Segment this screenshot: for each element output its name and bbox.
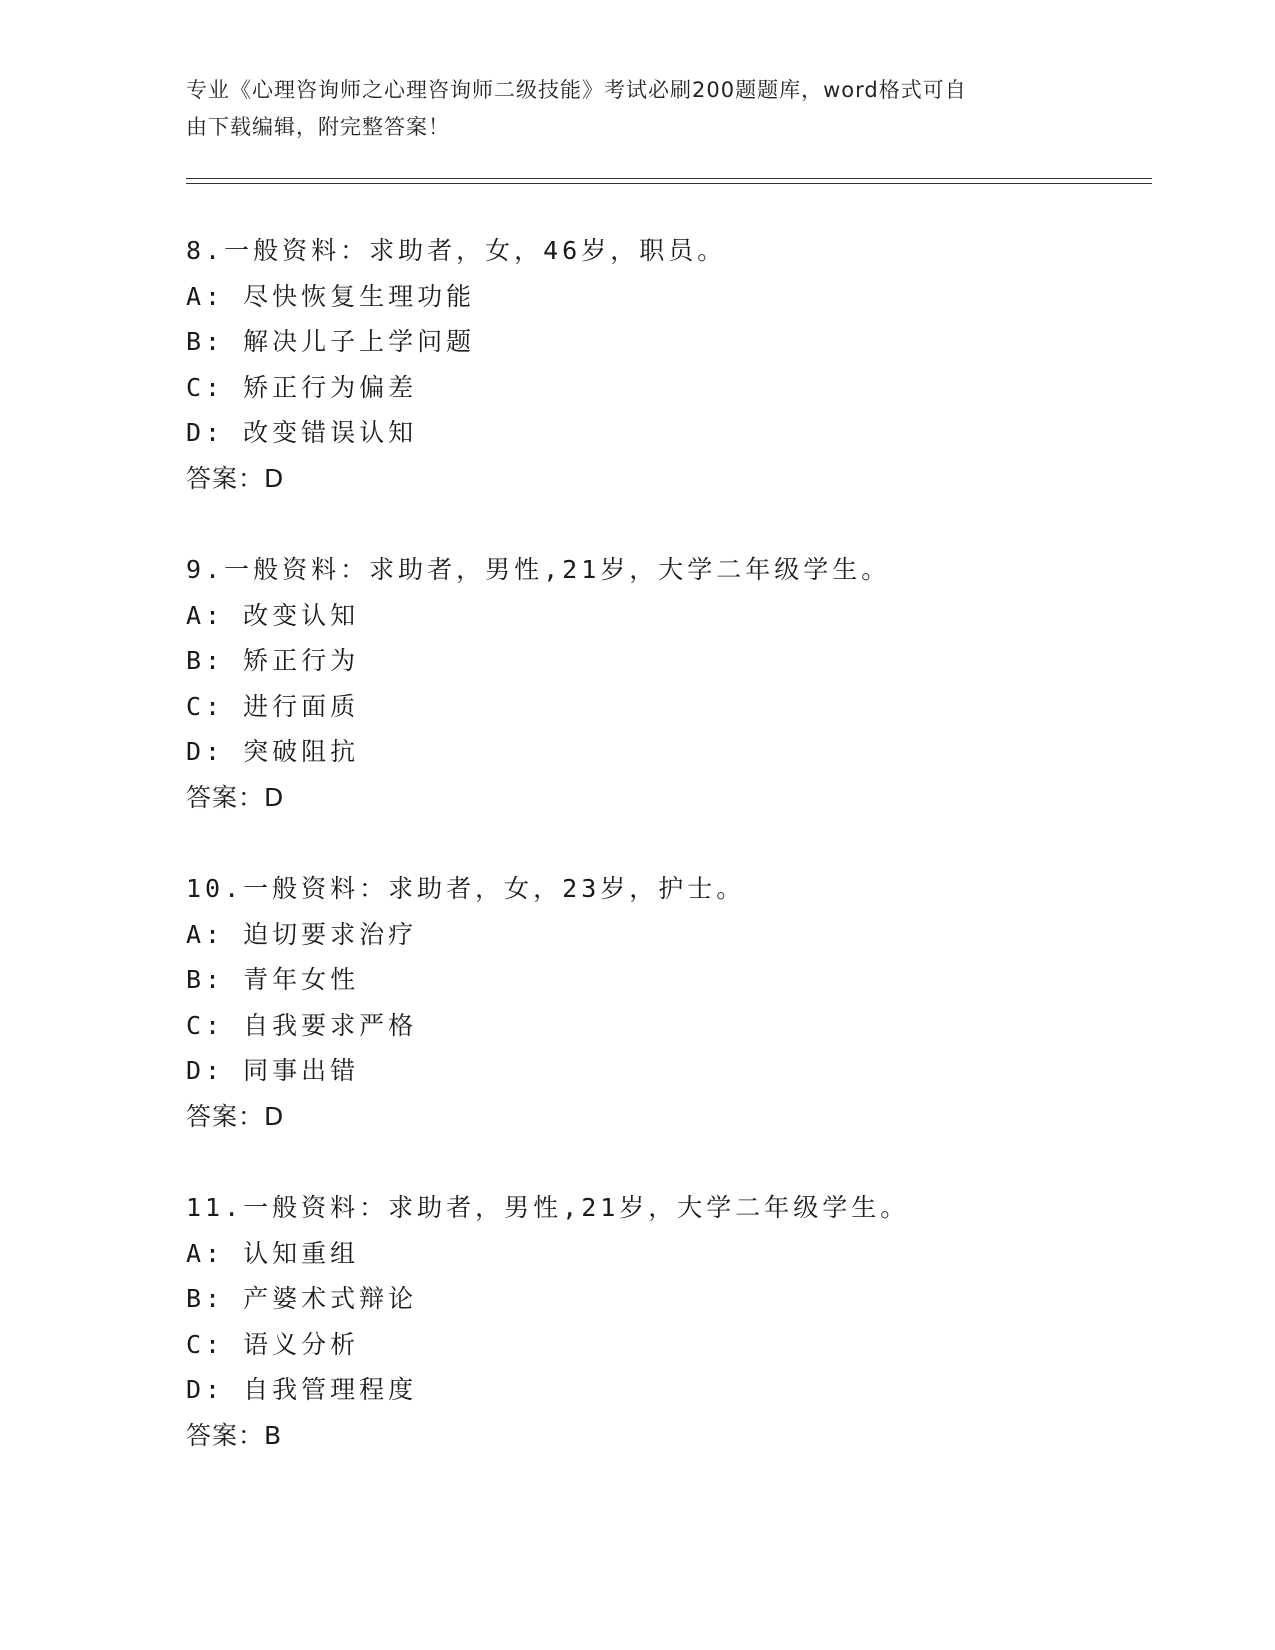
option-d: D: 突破阻抗 xyxy=(186,737,360,766)
question-9 xyxy=(186,547,1166,820)
question-stem: 9.一般资料：求助者，男性,21岁，大学二年级学生。 xyxy=(186,555,891,584)
answer: 答案：D xyxy=(186,782,285,812)
document-header xyxy=(186,72,1066,146)
answer: 答案：B xyxy=(186,1420,283,1450)
option-c: C: 语义分析 xyxy=(186,1329,360,1359)
option-c: C: 进行面质 xyxy=(186,691,360,721)
question-stem: 11.一般资料：求助者，男性,21岁，大学二年级学生。 xyxy=(186,1193,910,1222)
option-d: D: 自我管理程度 xyxy=(186,1375,418,1404)
option-b: B: 解决儿子上学问题 xyxy=(186,327,476,356)
question-10 xyxy=(186,866,1166,1139)
answer: 答案：D xyxy=(186,1101,285,1131)
question-8 xyxy=(186,228,1166,501)
answer: 答案：D xyxy=(186,463,285,493)
question-stem: 10.一般资料：求助者，女，23岁，护士。 xyxy=(186,874,746,903)
header-divider-bottom xyxy=(186,183,1152,184)
header-divider-top xyxy=(186,178,1152,179)
header-line-2: 由下载编辑，附完整答案！ xyxy=(186,115,450,139)
question-11 xyxy=(186,1185,1166,1458)
option-a: A: 迫切要求治疗 xyxy=(186,919,418,949)
option-b: B: 产婆术式辩论 xyxy=(186,1284,418,1313)
option-b: B: 青年女性 xyxy=(186,965,360,994)
header-line-1: 专业《心理咨询师之心理咨询师二级技能》考试必刷200题题库，word格式可自 xyxy=(186,78,967,102)
option-c: C: 矫正行为偏差 xyxy=(186,372,418,402)
option-c: C: 自我要求严格 xyxy=(186,1010,418,1040)
option-d: D: 同事出错 xyxy=(186,1056,360,1085)
option-a: A: 认知重组 xyxy=(186,1238,360,1268)
option-a: A: 尽快恢复生理功能 xyxy=(186,281,476,311)
option-d: D: 改变错误认知 xyxy=(186,418,418,447)
option-a: A: 改变认知 xyxy=(186,600,360,630)
question-stem: 8.一般资料：求助者，女，46岁，职员。 xyxy=(186,236,727,265)
option-b: B: 矫正行为 xyxy=(186,646,360,675)
